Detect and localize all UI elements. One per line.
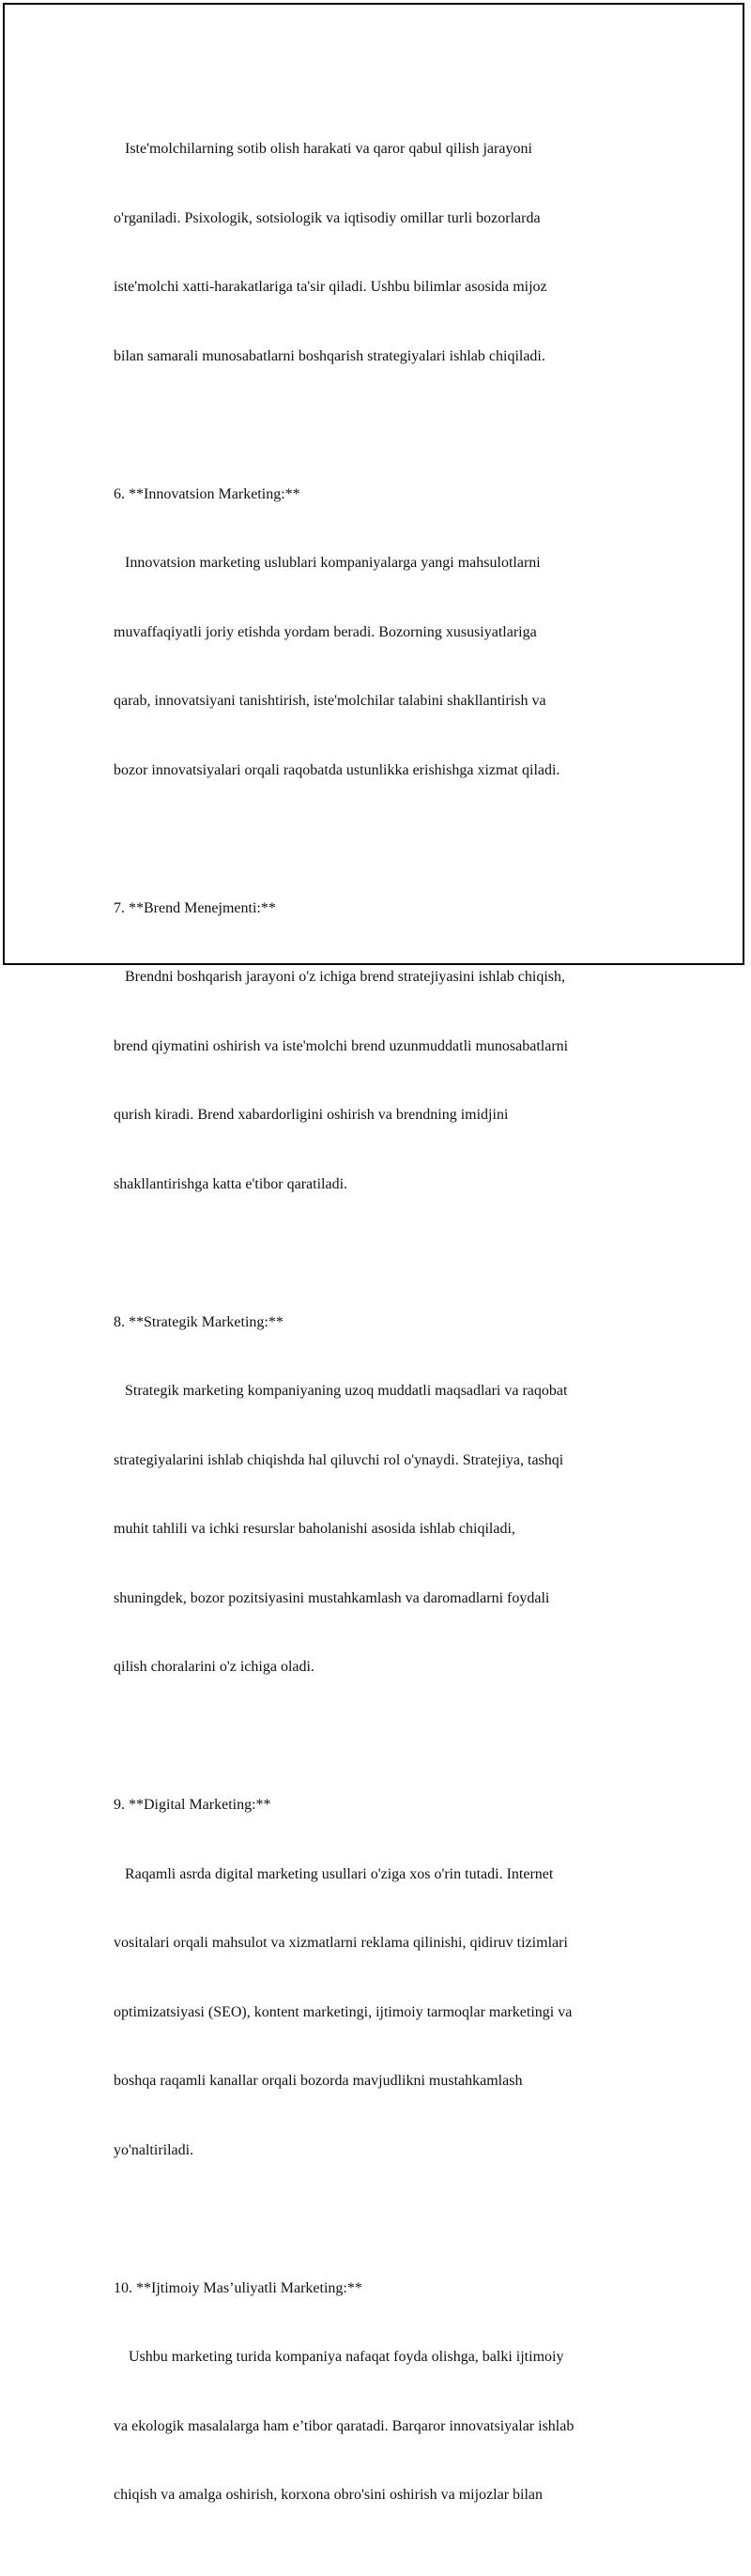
text-line: yo'naltiriladi. (114, 2141, 194, 2158)
text-line: shakllantirishga katta e'tibor qaratiladi. (114, 1175, 348, 1192)
text-line: strategiyalarini ishlab chiqishda hal qiluvchi rol o'ynaydi. Stratejiya, tashqi (114, 1451, 564, 1468)
paragraph-social-responsibility-marketing (114, 2231, 658, 2553)
text-line: chiqish va amalga oshirish, korxona obro'sini oshirish va mijozlar bilan (114, 2487, 544, 2503)
text-line: vositalari orqali mahsulot va xizmatlarni reklama qilinishi, qidiruv tizimlari (114, 1935, 568, 1951)
section-heading: 8. **Strategik Marketing:** (114, 1313, 284, 1330)
text-line: bozor innovatsiyalari orqali raqobatda ustunlikka erishishga xizmat qiladi. (114, 761, 560, 778)
text-line: Iste'molchilarning sotib olish harakati va qaror qabul qilish jarayoni (114, 141, 532, 157)
text-line: Raqamli asrda digital marketing usullari o'ziga xos o'rin tutadi. Internet (114, 1865, 554, 1882)
text-line: Ushbu marketing turida kompaniya nafaqat foyda olishga, balki ijtimoiy (114, 2349, 564, 2365)
text-line: boshqa raqamli kanallar orqali bozorda mavjudlikni mustahkamlash (114, 2073, 523, 2089)
text-line: shuningdek, bozor pozitsiyasini mustahkamlash va daromadlarni foydali (114, 1589, 550, 1606)
text-line: muvaffaqiyatli joriy etishda yordam beradi. Bozorning xususiyatlariga (114, 623, 537, 640)
section-heading: 10. **Ijtimoiy Mas’uliyatli Marketing:** (114, 2279, 362, 2296)
section-heading: 6. **Innovatsion Marketing:** (114, 485, 300, 502)
text-line: optimizatsiyasi (SEO), kontent marketingi, ijtimoiy tarmoqlar marketingi va (114, 2003, 573, 2020)
text-line: iste'molchi xatti-harakatlariga ta'sir qiladi. Ushbu bilimlar asosida mijoz (114, 279, 547, 295)
text-line: muhit tahlili va ichki resurslar baholanishi asosida ishlab chiqiladi, (114, 1521, 515, 1537)
section-heading: 9. **Digital Marketing:** (114, 1797, 271, 1813)
paragraph-consumer-behavior (114, 92, 658, 414)
document-body (114, 92, 658, 2576)
section-heading: 7. **Brend Menejmenti:** (114, 899, 276, 916)
text-line: bilan samarali munosabatlarni boshqarish strategiyalari ishlab chiqiladi. (114, 347, 545, 364)
text-line: Innovatsion marketing uslublari kompaniyalarga yangi mahsulotlarni (114, 555, 541, 571)
text-line: qarab, innovatsiyani tanishtirish, iste'molchilar talabini shakllantirish va (114, 693, 546, 709)
paragraph-brand-management (114, 851, 658, 1243)
text-line: qilish choralarini o'z ichiga oladi. (114, 1659, 314, 1675)
text-line: va ekologik masalalarga ham e’tibor qaratadi. Barqaror innovatsiyalar ishlab (114, 2417, 575, 2434)
text-line: brend qiymatini oshirish va iste'molchi brend uzunmuddatli munosabatlarni (114, 1037, 569, 1054)
paragraph-digital-marketing (114, 1748, 658, 2208)
document-page (3, 3, 744, 2503)
text-line: o'rganiladi. Psixologik, sotsiologik va iqtisodiy omillar turli bozorlarda (114, 209, 541, 226)
paragraph-innovation-marketing (114, 437, 658, 829)
text-line: Strategik marketing kompaniyaning uzoq muddatli maqsadlari va raqobat (114, 1383, 568, 1399)
text-line: qurish kiradi. Brend xabardorligini oshirish va brendning imidjini (114, 1107, 509, 1123)
text-line: Brendni boshqarish jarayoni o'z ichiga brend stratejiyasini ishlab chiqish, (114, 969, 565, 985)
paragraph-strategic-marketing (114, 1265, 658, 1725)
